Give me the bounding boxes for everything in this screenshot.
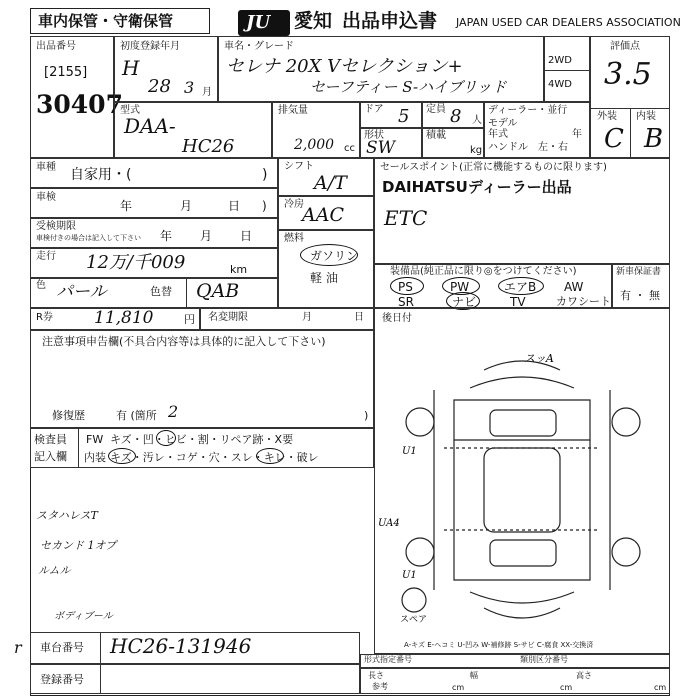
drive-4wd: 4WD <box>548 79 572 90</box>
frame-value: HC26-131946 <box>110 634 252 658</box>
rating-int-label: 内装 <box>636 111 656 122</box>
bottom-unit1: cm <box>452 683 465 692</box>
bottom-right-row2 <box>360 668 670 694</box>
bottom-ref: 参考 <box>372 682 388 691</box>
inspector-label2: 記入欄 <box>34 450 67 463</box>
inspect-accept-year-unit: 年 <box>160 229 173 243</box>
registration-era: H <box>122 56 140 80</box>
title-change-label: 名変期限 <box>208 312 248 323</box>
mileage-label: 走行 <box>36 251 56 262</box>
inspection-label: 車検 <box>36 192 56 203</box>
dealer-handle-opts: 左・右 <box>538 142 568 153</box>
shift-label: シフト <box>284 161 314 172</box>
displacement-label: 排気量 <box>278 105 308 116</box>
repair-mark: 2 <box>168 402 179 421</box>
drive-divider <box>544 70 590 71</box>
note-line1: スタハレスT <box>36 509 98 522</box>
form-title: 出品申込書 <box>342 10 438 32</box>
bottom-unit3: cm <box>654 683 667 692</box>
inspection-year-unit: 年 <box>120 199 133 213</box>
color-value: パール <box>56 282 107 302</box>
inspector-split <box>78 428 79 468</box>
color-divider <box>186 278 187 308</box>
usage-cell <box>30 158 278 188</box>
inspect-accept-label: 受検期限 <box>36 221 76 232</box>
ju-logo <box>238 10 290 36</box>
registration-month-unit: 月 <box>202 87 212 98</box>
bottom-row2-label3: 高さ <box>576 671 592 680</box>
sales-point-handwritten: ETC <box>384 206 428 230</box>
note-lone-mark: r <box>14 638 22 657</box>
inspect-accept-day-unit: 日 <box>240 229 253 243</box>
usage-label: 車種 <box>36 162 56 173</box>
warranty-label: 新車保証書 <box>616 267 662 277</box>
repair-close: ) <box>364 409 369 422</box>
after-sale-label: 後日付 <box>382 313 412 324</box>
load-unit: kg <box>470 145 483 156</box>
equip-ps: PS <box>398 280 413 294</box>
capacity-unit: 人 <box>472 115 482 126</box>
diagram-note-1: U1 <box>402 446 417 457</box>
dealer-handle-label: ハンドル <box>488 142 528 153</box>
sales-point-label: セールスポイント(正常に機能するものに限ります) <box>380 162 607 173</box>
diagram-note-2: UA4 <box>378 518 400 529</box>
in-label: 内装 <box>84 451 106 464</box>
drive-cell <box>544 36 590 102</box>
model-label: 車名・グレード <box>224 41 294 52</box>
frame-split <box>100 632 101 664</box>
rating-ext: C <box>604 124 624 154</box>
inspect-accept-month-unit: 月 <box>200 229 213 243</box>
fuel-gasoline: ガソリン <box>310 249 359 263</box>
equip-sr: SR <box>398 295 414 309</box>
equip-ps-circle <box>390 277 424 295</box>
drive-2wd: 2WD <box>548 55 572 66</box>
model-line1: セレナ 20X Vセレクション+ <box>226 56 463 77</box>
note-bottom: ボディブール <box>54 611 113 622</box>
recycle-value: 11,810 <box>94 308 154 328</box>
equip-navi: ナビ <box>452 295 477 309</box>
in-mark-circle1 <box>108 448 136 464</box>
lot-sub: [2155] <box>44 65 88 80</box>
recycle-unit: 円 <box>184 313 195 326</box>
mileage-value: 12万/千009 <box>86 252 186 273</box>
frame-label: 車台番号 <box>40 641 84 654</box>
model-line2: セーフティー S-ハイブリッド <box>310 78 507 96</box>
fuel-label: 燃料 <box>284 233 304 244</box>
registration-label: 初度登録年月 <box>120 41 180 52</box>
shape-label: 形状 <box>364 130 384 141</box>
load-label: 積載 <box>426 130 446 141</box>
sales-point-text: DAIHATSUディーラー出品 <box>382 178 572 196</box>
capacity-label: 定員 <box>426 104 446 115</box>
inspection-day-unit: 日 <box>228 199 241 213</box>
lot-number: 30407 <box>36 90 123 119</box>
bottom-row2-label: 長さ <box>368 671 384 680</box>
doors-label: ドア <box>364 104 384 115</box>
fuel-diesel: 軽 油 <box>310 271 338 285</box>
in-items: キズ・汚レ・コゲ・穴・スレ・キレ・破レ <box>110 451 319 464</box>
inspection-month-unit: 月 <box>180 199 193 213</box>
shape-value: SW <box>366 138 396 158</box>
repair-value: 有 (箇所 <box>116 409 157 422</box>
equipment-label: 装備品(純正品に限り◎をつけてください) <box>390 266 577 277</box>
shift-value: A/T <box>314 172 347 194</box>
capacity-value: 8 <box>450 106 462 127</box>
spare-label: スペア <box>400 615 428 625</box>
usage-value: 自家用・( <box>70 167 132 183</box>
equip-airbag: エアB <box>504 280 537 294</box>
displacement-unit: cc <box>344 143 355 154</box>
reg-no-split <box>100 664 101 694</box>
diagram-top-note: スッA <box>524 352 554 365</box>
repair-label: 修復歴 <box>52 409 85 422</box>
equip-airbag-circle <box>498 277 544 295</box>
registration-year: 28 <box>148 76 171 97</box>
dealer-model-label: モデル <box>488 118 518 129</box>
association-name: JAPAN USED CAR DEALERS ASSOCIATION <box>456 16 681 29</box>
fw-label: FW <box>86 433 104 446</box>
bottom-row2-label2: 幅 <box>470 671 478 680</box>
warranty-opts: 有 ・ 無 <box>620 289 660 302</box>
dealer-year-label: 年式 <box>488 129 508 140</box>
chassis-type-label: 型式 <box>120 105 140 116</box>
fw-items: キズ・凹・ヒビ・割・リペア跡・X要 <box>110 433 294 446</box>
rating-ext-label: 外装 <box>597 111 617 122</box>
chassis-type-line1: DAA- <box>124 114 176 138</box>
inspect-accept-sub: 車検付きの場合は記入して下さい <box>36 234 141 242</box>
bottom-row1-label2: 類別区分番号 <box>520 655 568 664</box>
ac-value: AAC <box>302 204 344 226</box>
usage-close: ) <box>262 167 268 183</box>
inspector-label1: 検査員 <box>34 433 67 446</box>
lot-label: 出品番号 <box>36 41 76 52</box>
ac-label: 冷房 <box>284 199 304 210</box>
reg-no-label: 登録番号 <box>40 673 84 686</box>
car-damage-diagram <box>374 330 670 648</box>
notes-label: 注意事項申告欄(不具合内容等は具体的に記入して下さい) <box>42 335 326 348</box>
rating-int: B <box>644 124 664 154</box>
doors-value: 5 <box>398 106 410 127</box>
title-change-day: 日 <box>354 312 364 323</box>
color-label: 色 <box>36 280 46 291</box>
mileage-unit: km <box>230 263 248 276</box>
fw-mark-circle <box>156 430 176 446</box>
color-code: QAB <box>196 280 240 302</box>
region-label: 愛知 <box>294 10 333 32</box>
equip-tv: TV <box>510 295 526 309</box>
inspection-close: ) <box>262 199 267 213</box>
displacement-value: 2,000 <box>294 137 335 153</box>
in-mark-circle2 <box>256 448 284 464</box>
note-line2: セカンド 1オプ <box>40 539 117 552</box>
rating-label: 評価点 <box>610 41 640 52</box>
storage-label: 車内保管・守衛保管 <box>38 12 174 30</box>
color-change-label: 色替 <box>150 285 172 298</box>
rating-split <box>630 108 631 158</box>
recycle-label: R券 <box>36 312 53 323</box>
equip-seat: カワシート <box>556 295 611 308</box>
equip-pw: PW <box>450 280 470 294</box>
diagram-note-3: U1 <box>402 570 417 581</box>
inspection-cell <box>30 188 278 218</box>
legend: A-キズ E-ヘコミ U-凹み W-補修跡 S-サビ C-腐食 XX-交換済 <box>404 641 594 649</box>
title-change-month: 月 <box>302 312 312 323</box>
equip-aw: AW <box>564 280 584 294</box>
dealer-year-unit: 年 <box>572 129 582 140</box>
ju-logo-text: JU <box>246 12 271 33</box>
note-line3: ルムル <box>38 564 71 577</box>
dealer-label: ディーラー・並行 <box>488 105 568 116</box>
rating-score: 3.5 <box>604 57 652 92</box>
bottom-unit2: cm <box>560 683 573 692</box>
chassis-type-line2: HC26 <box>182 136 235 157</box>
registration-month: 3 <box>184 78 195 97</box>
bottom-row1-label: 形式指定番号 <box>364 655 412 664</box>
